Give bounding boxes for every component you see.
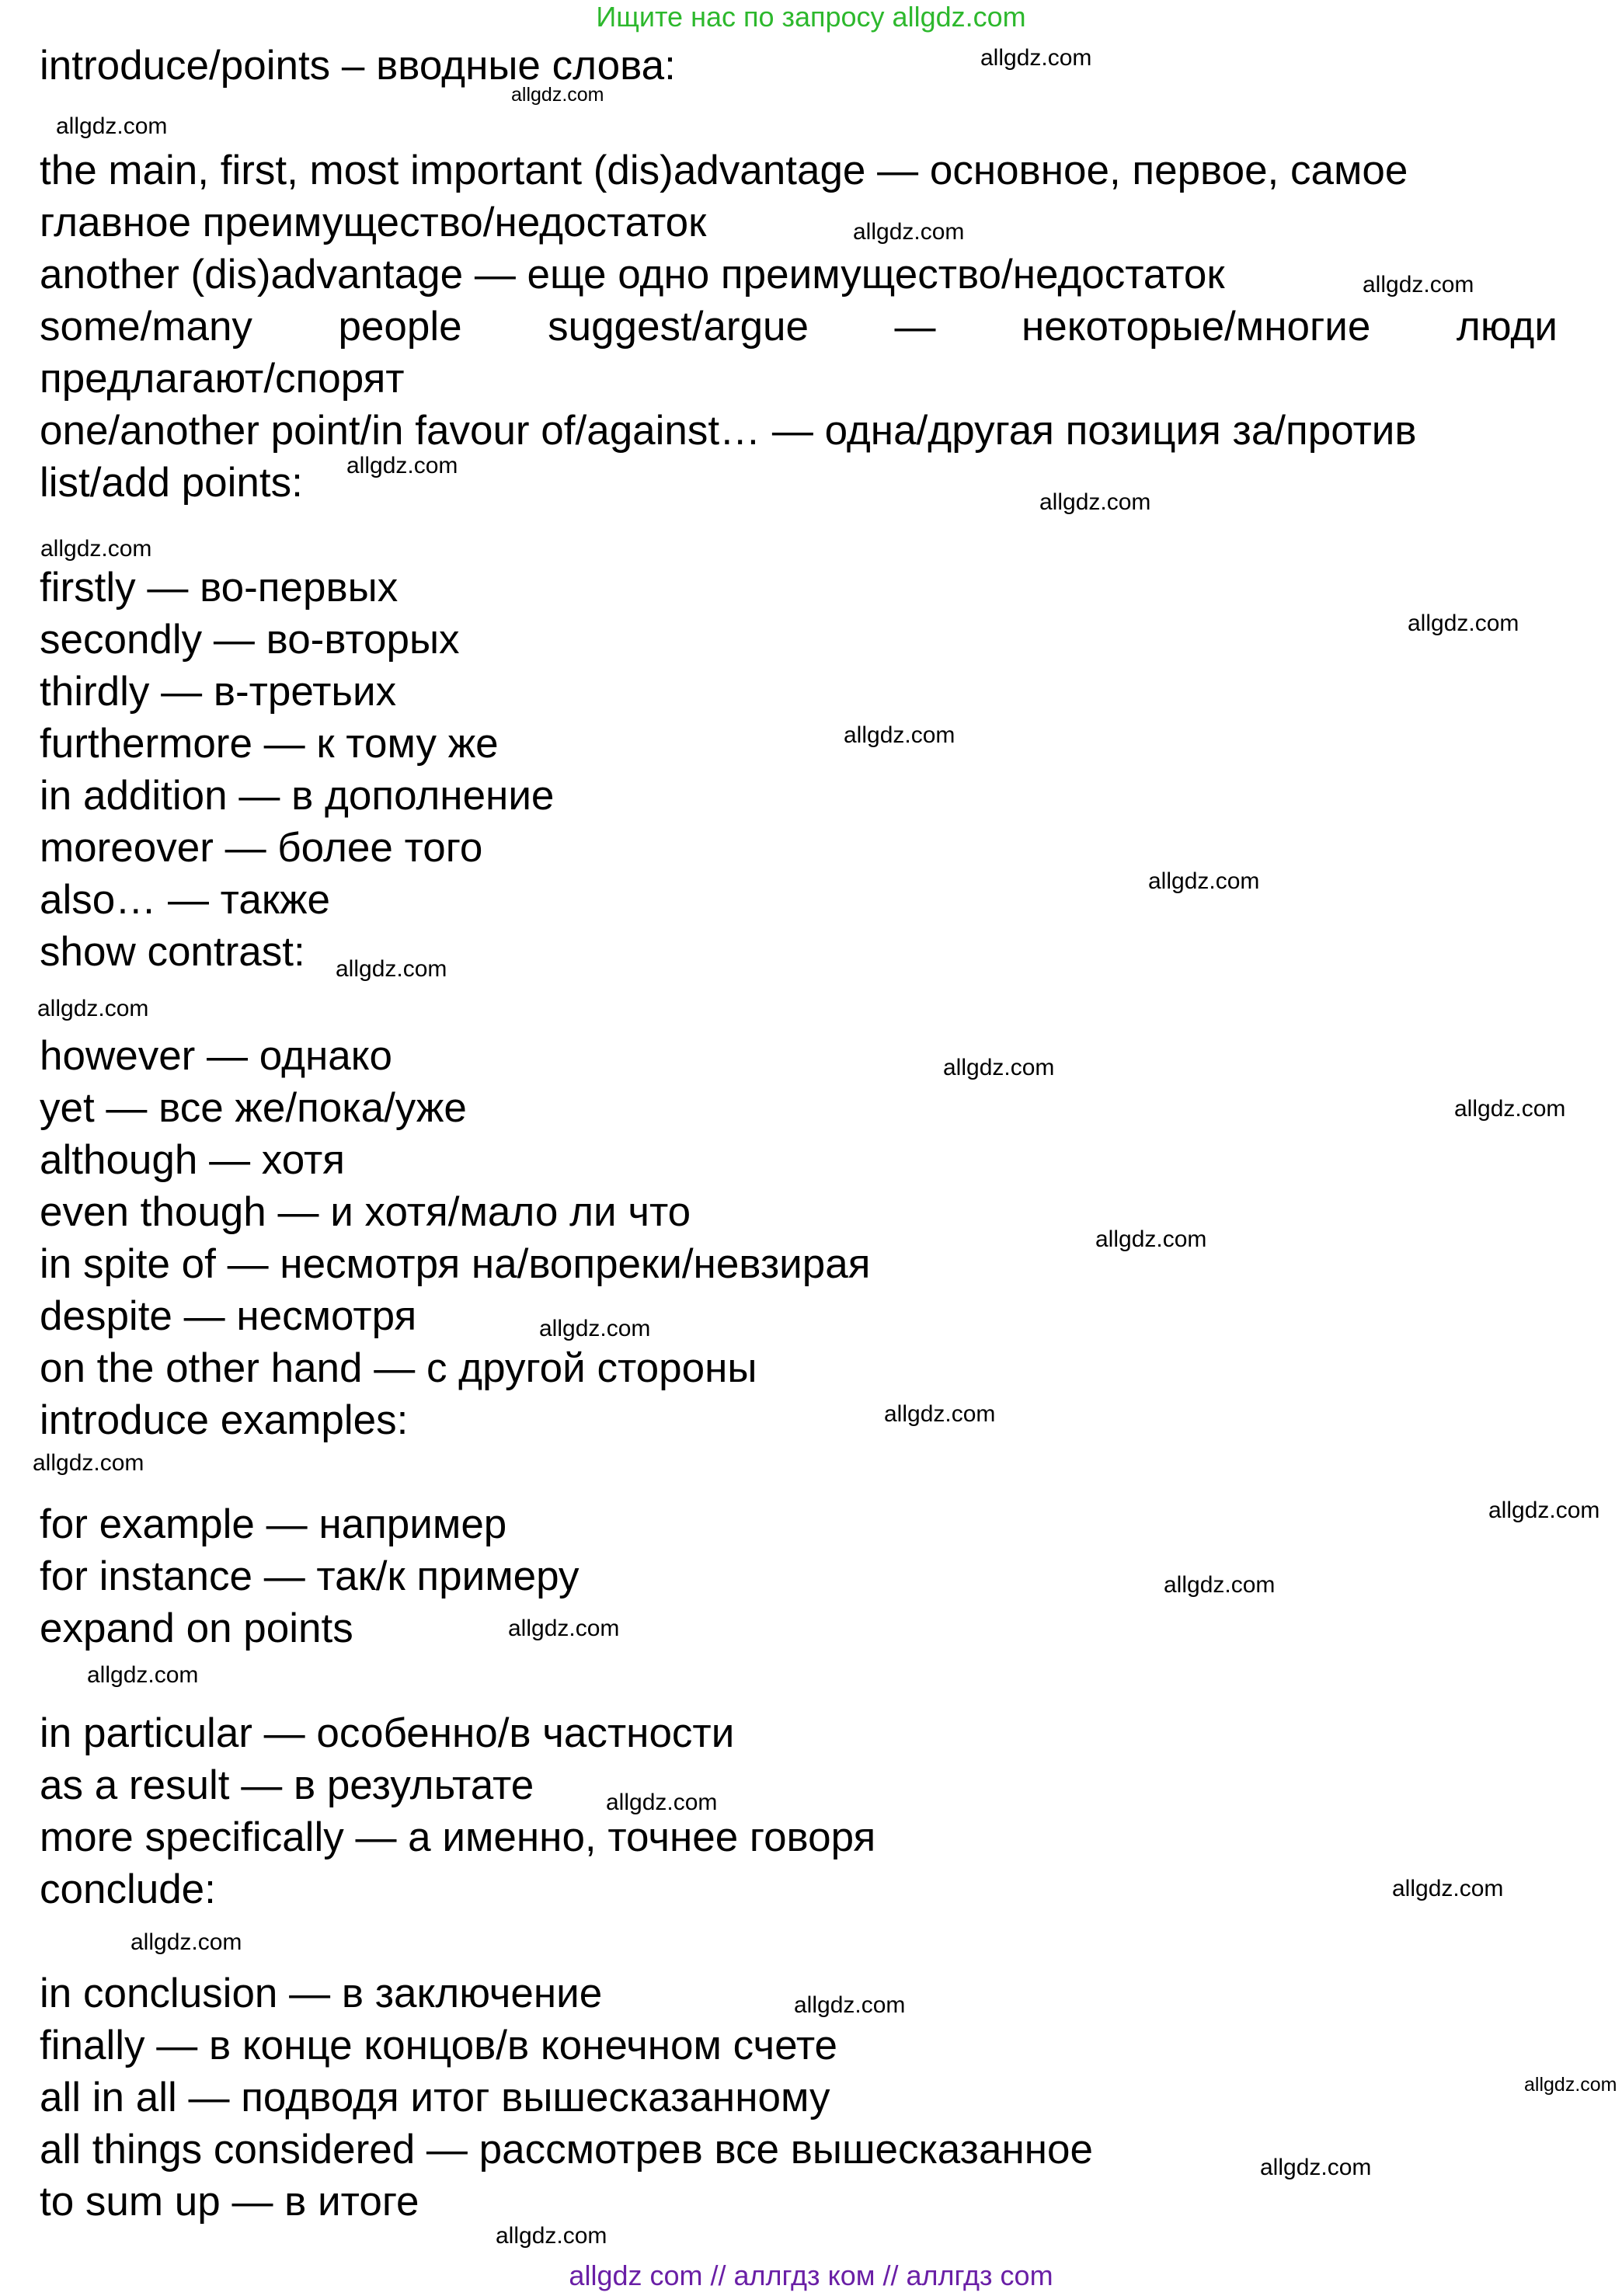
text-line: more specifically — а именно, точнее говоря [40,1814,876,1860]
text-line: as a result — в результате [40,1762,534,1808]
watermark: allgdz.com [884,1401,996,1427]
word: — [894,304,936,350]
watermark: allgdz.com [511,84,604,106]
watermark: allgdz.com [56,113,168,139]
text-line: on the other hand — с другой стороны [40,1345,757,1391]
watermark: allgdz.com [1408,611,1519,636]
text-line: the main, first, most important (dis)advantage — основное, первое, самое [40,148,1408,193]
watermark: allgdz.com [131,1929,242,1955]
watermark: allgdz.com [980,45,1092,71]
section-heading: show contrast: [40,929,305,975]
watermark: allgdz.com [853,219,965,245]
section-heading: expand on points [40,1605,353,1651]
watermark: allgdz.com [87,1662,199,1688]
text-line: thirdly — в-третьих [40,669,397,715]
text-line: introduce/points – вводные слова: [40,43,676,89]
watermark: allgdz.com [1363,272,1474,297]
text-line: finally — в конце концов/в конечном счете [40,2023,838,2068]
text-line: главное преимущество/недостаток [40,200,707,245]
text-line: secondly — во-вторых [40,617,460,663]
watermark: allgdz.com [1164,1572,1276,1598]
text-line: firstly — во-первых [40,565,399,611]
watermark: allgdz.com [943,1055,1055,1080]
watermark: allgdz.com [1488,1498,1600,1523]
word: люди [1456,304,1558,350]
text-line: however — однако [40,1033,393,1079]
watermark: allgdz.com [346,453,458,478]
word: suggest/argue [548,304,809,350]
watermark: allgdz.com [1260,2155,1372,2180]
text-line: for example — например [40,1501,507,1547]
watermark: allgdz.com [539,1316,651,1341]
watermark: allgdz.com [794,1992,906,2018]
text-line: also… — также [40,877,330,923]
text-line: предлагают/спорят [40,356,405,402]
watermark: allgdz.com [1039,489,1151,515]
watermark: allgdz.com [496,2223,607,2249]
justified-line [40,304,1558,350]
text-line: all things considered — рассмотрев все вышесказанное [40,2127,1093,2173]
text-line: in spite of — несмотря на/вопреки/невзирая [40,1241,871,1287]
text-line: another (dis)advantage — еще одно преимущество/недостаток [40,252,1225,297]
text-line: in addition — в дополнение [40,773,555,819]
word: people [338,304,462,350]
text-line: one/another point/in favour of/against… — одна/другая позиция за/против [40,408,1417,454]
text-line: moreover — более того [40,825,483,871]
bottom-banner[interactable]: allgdz com // аллгдз ком // аллгдз com [569,2259,1053,2291]
watermark: allgdz.com [606,1790,718,1815]
watermark: allgdz.com [33,1450,144,1476]
watermark: allgdz.com [1524,2074,1617,2096]
section-heading: introduce examples: [40,1397,409,1443]
watermark: allgdz.com [1454,1096,1566,1122]
text-line: even though — и хотя/мало ли что [40,1189,691,1235]
text-line: yet — все же/пока/уже [40,1085,467,1131]
text-line: in conclusion — в заключение [40,1971,603,2016]
section-heading: list/add points: [40,460,303,506]
text-line: despite — несмотря [40,1293,417,1339]
section-heading: conclude: [40,1866,216,1912]
word: некоторые/многие [1022,304,1371,350]
text-line: to sum up — в итоге [40,2179,419,2225]
text-line: for instance — так/к примеру [40,1553,580,1599]
watermark: allgdz.com [336,956,447,982]
text-line: in particular — особенно/в частности [40,1710,735,1756]
top-banner[interactable]: Ищите нас по запросу allgdz.com [596,1,1026,33]
word: some/many [40,304,252,350]
watermark: allgdz.com [1392,1876,1504,1901]
watermark: allgdz.com [1148,868,1260,894]
watermark: allgdz.com [37,996,149,1021]
text-line: although — хотя [40,1137,345,1183]
watermark: allgdz.com [844,722,955,748]
watermark: allgdz.com [1095,1226,1207,1252]
text-line: furthermore — к тому же [40,721,499,767]
text-line: all in all — подводя итог вышесказанному [40,2075,830,2120]
watermark: allgdz.com [40,536,152,562]
watermark: allgdz.com [508,1616,620,1641]
